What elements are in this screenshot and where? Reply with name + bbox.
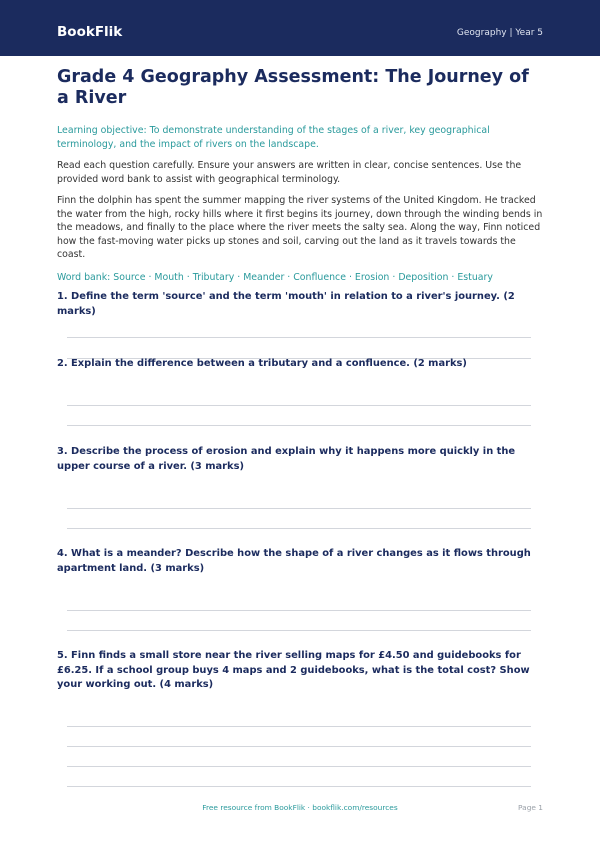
answer-line[interactable] (67, 746, 531, 747)
instructions-paragraph: Read each question carefully. Ensure your answers are written in clear, concise sentences. Use the provided word bank to assist with geographical terminology. (57, 160, 522, 185)
question-3: 3. Describe the process of erosion and explain why it happens more quickly in the upper course of a river. (3 marks) (57, 446, 516, 472)
question-1: 1. Define the term 'source' and the term 'mouth' in relation to a river's journey. (2 marks) (57, 291, 515, 317)
brand-logo-text[interactable]: BookFlik (57, 24, 123, 40)
answer-line[interactable] (67, 786, 531, 787)
answer-line[interactable] (67, 630, 531, 631)
answer-line[interactable] (67, 726, 531, 727)
page-title: Grade 4 Geography Assessment: The Journey of a River (57, 67, 529, 108)
header-bar (0, 0, 600, 56)
answer-line[interactable] (67, 425, 531, 426)
word-bank: Word bank: Source · Mouth · Tributary · Meander · Confluence · Erosion · Deposition · Estuary (57, 271, 493, 283)
answer-line[interactable] (67, 610, 531, 611)
story-paragraph: Finn the dolphin has spent the summer mapping the river systems of the United Kingdom. He tracked the water from the high, rocky hills where it first begins its journey, down through the winding bends in the meadows, and finally to the place where the river meets the salty sea. Along the way, Finn noticed how the fast-moving water picks up stones and soil, carving out the land as it travels towards the coast. (57, 195, 543, 260)
answer-line[interactable] (67, 508, 531, 509)
footer-resource-link[interactable]: Free resource from BookFlik · bookflik.com/resources (202, 803, 398, 812)
answer-line[interactable] (67, 337, 531, 338)
document-intro (57, 67, 543, 284)
question-4: 4. What is a meander? Describe how the shape of a river changes as it flows through apartment land. (3 marks) (57, 548, 531, 574)
answer-line[interactable] (67, 405, 531, 406)
answer-line[interactable] (67, 528, 531, 529)
answer-line[interactable] (67, 766, 531, 767)
page-number: Page 1 (518, 803, 543, 812)
question-2: 2. Explain the difference between a tributary and a confluence. (2 marks) (57, 358, 467, 369)
question-5: 5. Finn finds a small store near the river selling maps for £4.50 and guidebooks for £6.25. If a school group buys 4 maps and 2 guidebooks, what is the total cost? Show your working out. (4 marks) (57, 650, 530, 690)
subject-year-label: Geography | Year 5 (456, 28, 543, 38)
learning-objective: Learning objective: To demonstrate understanding of the stages of a river, key geographical terminology, and the impact of rivers on the landscape. (57, 125, 490, 150)
